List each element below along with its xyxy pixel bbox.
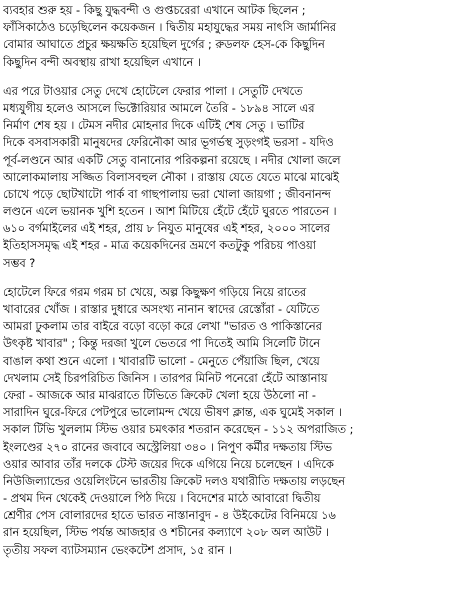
text-line: উৎকৃষ্ট খাবার" ; কিন্তু দরজা খুলে ভেতরে পা দিতেই আমি সিলেটি টানে	[3, 337, 320, 351]
paragraph	[3, 2, 451, 71]
paragraph-spacer	[3, 272, 451, 284]
text-line: লণ্ডনে এলে ভয়ানক খুশি হতেন । আশ মিটিয়ে হেঁটে হেঁটে ঘুরতে পারতেন ।	[3, 205, 337, 219]
text-line: - প্রথম দিন থেকেই দেওয়ালে পিঠ দিয়ে । বিদেশের মাঠে আবারো দ্বিতীয়	[3, 492, 321, 506]
text-line: মধ্যযুগীয় হলেও আসলে ভিক্টোরিয়ার আমলে তৈরি - ১৮৯৪ সালে এর	[3, 101, 315, 115]
text-line: বোমার আঘাতে প্রচুর ক্ষয়ক্ষতি হয়েছিল দুর্গের ; রুডলফ হেস-কে কিছুদিন	[3, 38, 325, 52]
text-line: আমরা ঢুকলাম তার বাইরে বড়ো বড়ো করে লেখা "ভারত ও পাকিস্তানের	[3, 320, 322, 334]
text-line: নির্মাণ শেষ হয় । টেমস নদীর মোহনার দিকে এটিই শেষ সেতু । ভাটির	[3, 119, 305, 133]
text-line: দিকে বসবাসকারী মানুষদের ফেরিনৌকা আর ভূগর্ভস্থ সুড়ংগই ভরসা - যদিও	[3, 136, 334, 150]
document-body	[3, 2, 451, 559]
text-line: ফাঁসিকাঠেও চড়েছিলেন কয়েকজন । দ্বিতীয় মহাযুদ্ধের সময় নাৎসি জার্মানির	[3, 21, 336, 35]
text-line: ৬১০ বর্গমাইলের এই শহর, প্রায় ৮ নিযুত মানুষের এই শহর, ২০০০ সালের	[3, 222, 330, 236]
text-line: ওয়ার আবার তাঁর দলকে টেস্ট জয়ের দিকে এগিয়ে নিয়ে চলেছেন । এদিকে	[3, 457, 334, 471]
text-line: ব্যবহার শুরু হয় - কিছু যুদ্ধবন্দী ও গুপ্তচরেরা এখানে আটক ছিলেন ;	[3, 4, 306, 17]
text-line: এর পরে টাওয়ার সেতু দেখে হোটেলে ফেরার পালা । সেতুটি দেখতে	[3, 84, 303, 98]
text-line: শ্রেণীর পেস বোলারদের হাতে ভারত নাস্তানাবুদ - ৪ উইকেটের বিনিময়ে ১৬	[3, 509, 336, 523]
text-line: ফেরা - আজকে আর মাঝরাতে টিভিতে ক্রিকেট খেলা হয়ে উঠলো না -	[3, 388, 316, 402]
text-line: সকাল টিভি খুললাম স্টিভ ওয়ার চমৎকার শতরান করেছেন - ১১২ অপরাজিত ;	[3, 423, 354, 437]
paragraph	[3, 83, 451, 272]
paragraph-spacer	[3, 71, 451, 83]
text-line: খাবারের খোঁজ । রাস্তার দুধারে অসংখ্য নানান স্বাদের রেস্তোঁরা - যেটিতে	[3, 303, 320, 316]
text-line: ইংলণ্ডের ২৭০ রানের জবাবে অস্ট্রেলিয়া ৩৪০ । নিপুণ কর্মীর দক্ষতায় স্টিভ	[3, 440, 332, 454]
text-line: চোখে পড়ে ছোটখাটো পার্ক বা গাছপালায় ভরা খোলা জায়গা ; জীবনানন্দ	[3, 187, 331, 201]
text-line: রান হয়েছিল, স্টিভ পর্যন্ত আজহার ও শচীনের কল্যাণে ২০৮ অল আউট ।	[3, 526, 329, 540]
text-line: বাঙাল কথা শুনে এলো । খাবারটি ভালো - মেনুতে পেঁয়াজি ছিল, খেয়ে	[3, 354, 320, 368]
paragraph	[3, 284, 451, 559]
text-line: তৃতীয় সফল ব্যাটসম্যান ভেংকটেশ প্রসাদ, ১৫ রান ।	[3, 543, 232, 557]
text-line: পূর্ব-লণ্ডনে আর একটি সেতু বানানোর পরিকল্পনা রয়েছে । নদীর খোলা জলে	[3, 153, 341, 167]
text-line: আলোকমালায় সজ্জিত বিলাসবহুল নৌকা । রাস্তায় যেতে যেতে মাঝে মাঝেই	[3, 170, 339, 184]
text-line: হোটেলে ফিরে গরম গরম চা খেয়ে, অল্প কিছুক্ষণ গড়িয়ে নিয়ে রাতের	[3, 285, 307, 299]
text-line: সম্ভব ?	[3, 256, 36, 270]
text-line: ইতিহাসসমৃদ্ধ এই শহর - মাত্র কয়েকদিনের ভ্রমণে কতটুকু পরিচয় পাওয়া	[3, 239, 316, 253]
text-line: নিউজিল্যান্ডের ওয়েলিংটনে ভারতীয় ক্রিকেট দলও যথারীতি দক্ষতায় লড়ছেন	[3, 474, 346, 488]
text-line: সারাদিন ঘুরে-ফিরে পেটপুরে ভালোমন্দ খেয়ে ভীষণ ক্লান্ত, এক ঘুমেই সকাল ।	[3, 406, 342, 420]
text-line: দেখলাম সেই চিরপরিচিত জিনিস । তারপর মিনিট পনেরো হেঁটে আস্তানায়	[3, 371, 328, 385]
text-line: কিছুদিন বন্দী অবস্থায় রাখা হয়েছিল এখানে ।	[3, 55, 201, 69]
